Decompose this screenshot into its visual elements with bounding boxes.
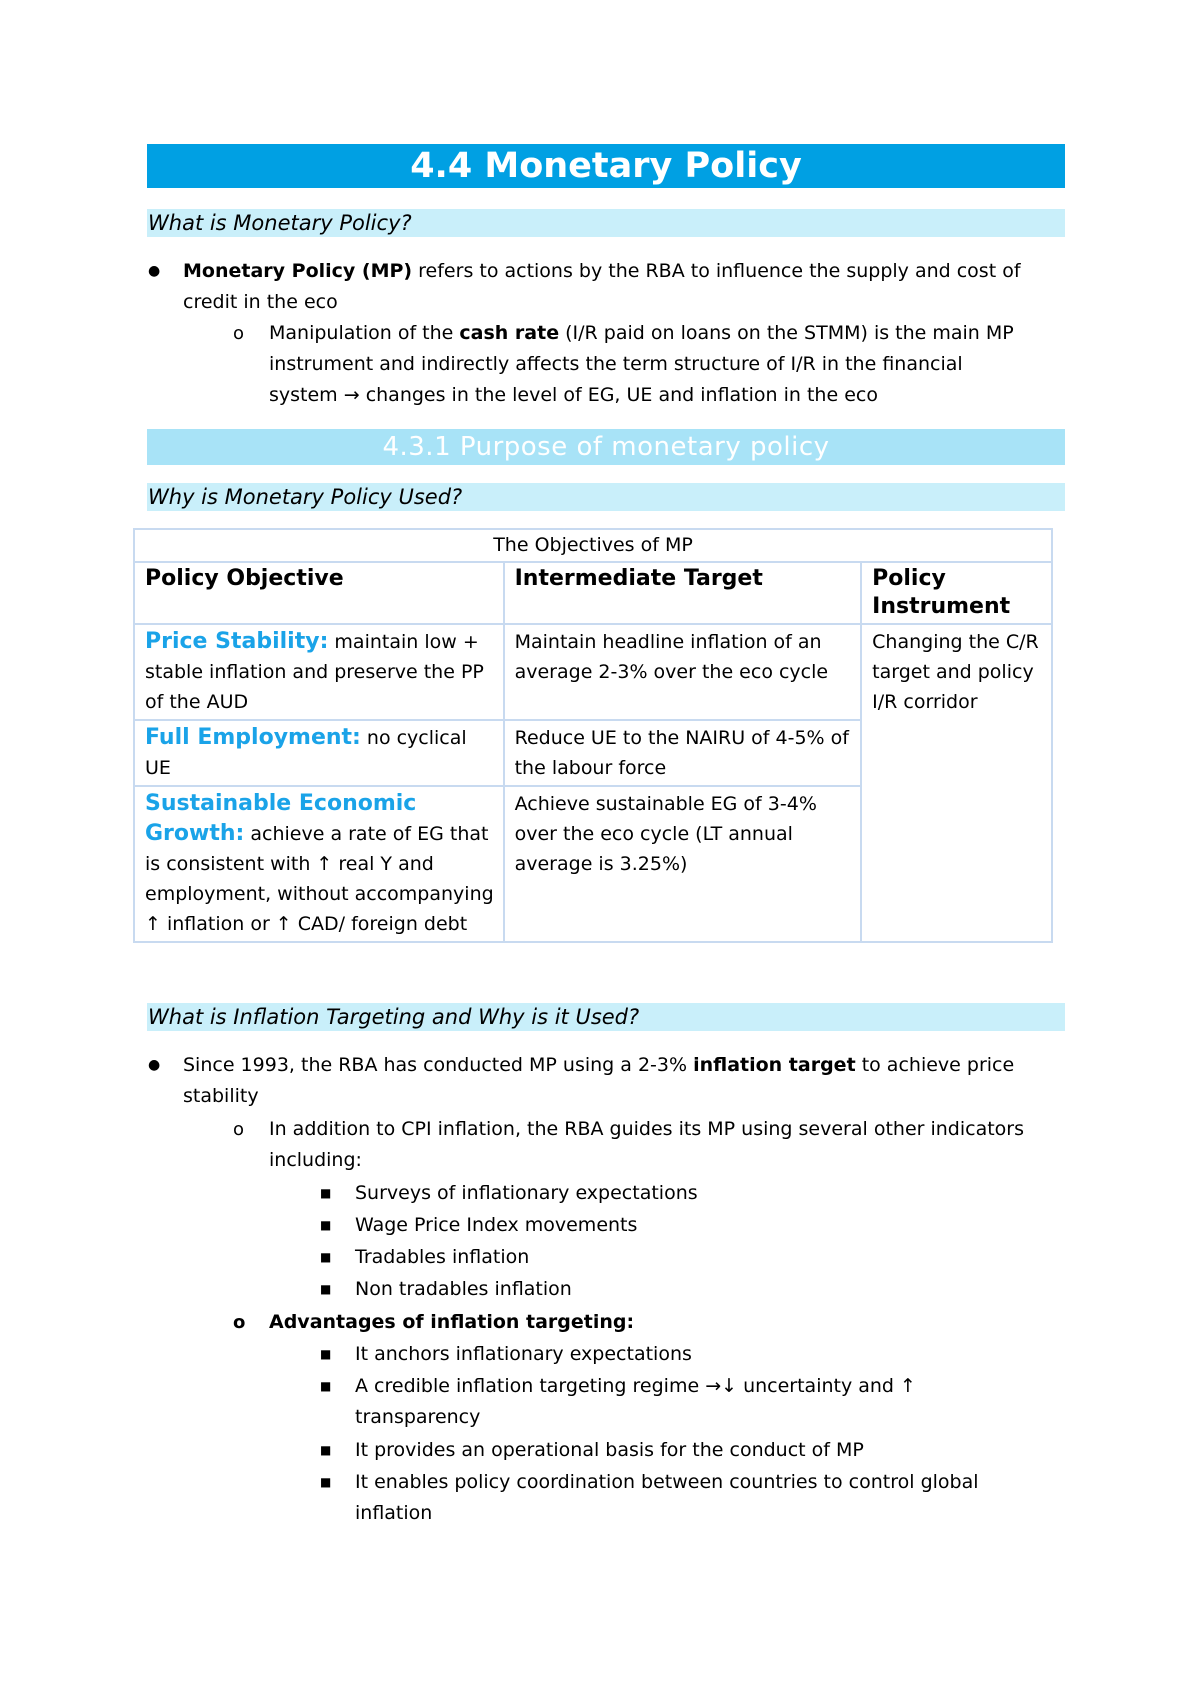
indicators-intro-line2: including: — [269, 1149, 362, 1171]
table-row — [134, 624, 1052, 720]
table-caption: The Objectives of MP — [134, 529, 1052, 562]
header-policy-instrument: Policy Instrument — [861, 562, 1052, 624]
objective-cell — [134, 720, 504, 786]
objective-name: Price Stability: — [145, 629, 329, 654]
target-cell: Maintain headline inflation of an average 2-3% over the eco cycle — [504, 624, 862, 720]
inflation-target-line2: stability — [183, 1085, 259, 1107]
header-policy-objective: Policy Objective — [134, 562, 504, 624]
bullet-dot: ● — [148, 1057, 161, 1073]
bullet-square: ■ — [320, 1379, 332, 1393]
bullet-square: ■ — [320, 1186, 332, 1200]
bullet-square: ■ — [320, 1282, 332, 1296]
indicator-item: Surveys of inflationary expectations — [355, 1182, 698, 1204]
page-title: 4.4 Monetary Policy — [147, 144, 1065, 188]
cash-rate-line2: instrument and indirectly affects the term structure of I/R in the financial — [269, 353, 963, 375]
advantage-item-line2: inflation — [355, 1502, 433, 1524]
mp-definition-text: refers to actions by the RBA to influence the supply and cost of — [412, 260, 1021, 282]
it-term: inflation target — [693, 1054, 856, 1076]
advantage-item: It provides an operational basis for the conduct of MP — [355, 1439, 864, 1461]
bullet-square: ■ — [320, 1218, 332, 1232]
objective-cell — [134, 624, 504, 720]
objective-name: Full Employment: — [145, 725, 361, 750]
indicator-item: Non tradables inflation — [355, 1278, 572, 1300]
target-cell: Achieve sustainable EG of 3-4% over the eco cycle (LT annual average is 3.25%) — [504, 786, 862, 942]
cash-rate-line1 — [269, 318, 1014, 349]
question-heading-2 — [147, 483, 1065, 511]
bullet-circle: o — [233, 1312, 246, 1333]
advantage-item: It anchors inflationary expectations — [355, 1343, 692, 1365]
objectives-table — [133, 528, 1053, 943]
mp-definition-line1 — [183, 256, 1021, 287]
question-text: What is Monetary Policy? — [148, 211, 412, 235]
mp-definition-line2: credit in the eco — [183, 291, 338, 313]
indicator-item: Tradables inflation — [355, 1246, 530, 1268]
question-heading-3 — [147, 1003, 1065, 1031]
section-heading: 4.3.1 Purpose of monetary policy — [147, 429, 1065, 465]
bullet-square: ■ — [320, 1347, 332, 1361]
bullet-square: ■ — [320, 1475, 332, 1489]
advantage-item-line2: transparency — [355, 1406, 481, 1428]
cash-rate-post: (I/R paid on loans on the STMM) is the main MP — [559, 322, 1014, 344]
advantage-item-line1: It enables policy coordination between countries to control global — [355, 1471, 979, 1493]
advantage-item-line1: A credible inflation targeting regime →↓ uncertainty and ↑ — [355, 1375, 916, 1397]
instrument-cell: Changing the C/R target and policy I/R corridor — [861, 624, 1052, 942]
mp-term: Monetary Policy (MP) — [183, 260, 413, 282]
inflation-target-line1 — [183, 1050, 1014, 1081]
objective-cell — [134, 786, 504, 942]
bullet-dot: ● — [148, 263, 161, 279]
cash-rate-pre: Manipulation of the — [269, 322, 460, 344]
indicators-intro-line1: In addition to CPI inflation, the RBA guides its MP using several other indicators — [269, 1118, 1025, 1140]
bullet-circle: o — [233, 323, 245, 344]
cash-rate-line3: system → changes in the level of EG, UE and inflation in the eco — [269, 384, 878, 406]
target-cell: Reduce UE to the NAIRU of 4-5% of the labour force — [504, 720, 862, 786]
bullet-circle: o — [233, 1119, 245, 1140]
objective-desc: maintain low + stable inflation and preserve the PP of the AUD — [145, 631, 484, 713]
bullet-square: ■ — [320, 1250, 332, 1264]
objective-name: Sustainable Economic Growth: — [145, 791, 417, 846]
it-pre: Since 1993, the RBA has conducted MP using a 2-3% — [183, 1054, 694, 1076]
objective-desc: no cyclical UE — [145, 727, 467, 779]
bullet-square: ■ — [320, 1443, 332, 1457]
header-intermediate-target: Intermediate Target — [504, 562, 862, 624]
cash-rate-term: cash rate — [459, 322, 560, 344]
question-heading-1 — [147, 209, 1065, 237]
question-text: Why is Monetary Policy Used? — [148, 485, 463, 509]
it-post: to achieve price — [855, 1054, 1015, 1076]
objective-desc: achieve a rate of EG that is consistent with ↑ real Y and employment, without accompanying ↑ inflation or ↑ CAD/ foreign debt — [145, 823, 494, 935]
advantages-label: Advantages of inflation targeting: — [269, 1311, 635, 1333]
indicator-item: Wage Price Index movements — [355, 1214, 638, 1236]
question-text: What is Inflation Targeting and Why is it Used? — [148, 1005, 640, 1029]
